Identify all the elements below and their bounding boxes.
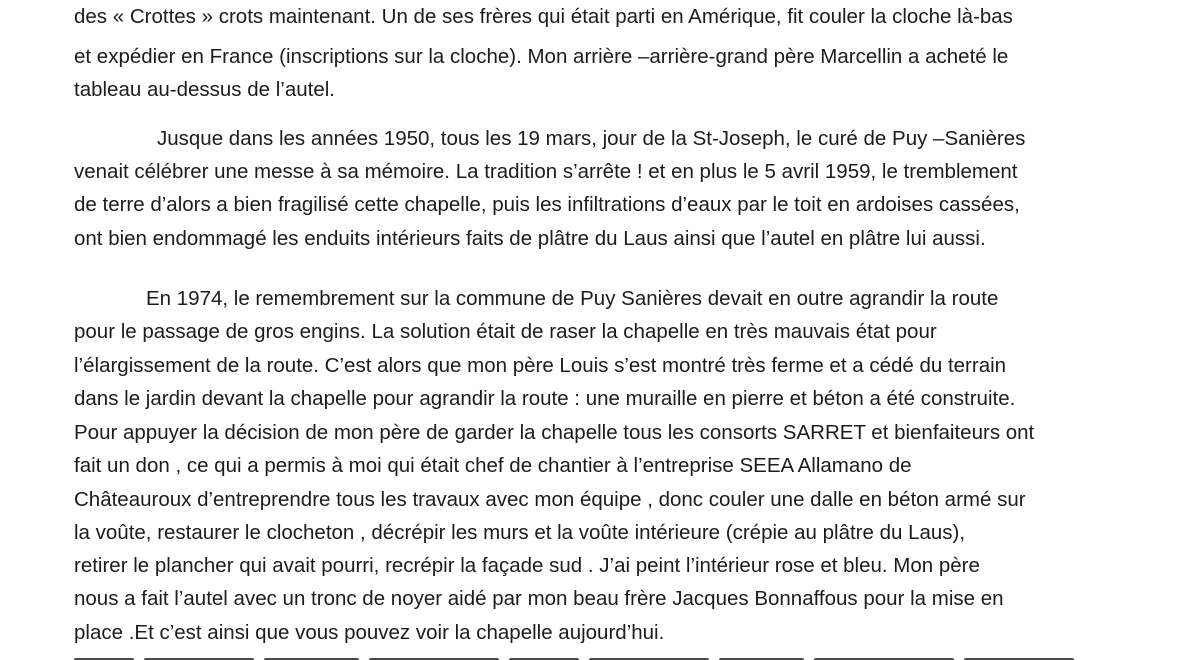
text-line: venait célébrer une messe à sa mémoire. La tradition s’arrête ! et en plus le 5 avril 1959, le tremblement <box>74 160 1018 183</box>
text-line: dans le jardin devant la chapelle pour agrandir la route : une muraille en pierre et béton a été construite. <box>74 387 1016 410</box>
text-line: Pour appuyer la décision de mon père de garder la chapelle tous les consorts SARRET et bienfaiteurs ont <box>74 421 1035 444</box>
text-line: des « Crottes » crots maintenant. Un de ses frères qui était parti en Amérique, fit couler la cloche là-bas <box>74 5 1013 28</box>
text-line: de terre d’alors a bien fragilisé cette chapelle, puis les infiltrations d’eaux par le toit en ardoises cassées, <box>74 193 1020 216</box>
paragraph-start-line: En 1974, le remembrement sur la commune de Puy Sanières devait en outre agrandir la route <box>146 287 999 310</box>
text-line: nous a fait l’autel avec un tronc de noyer aidé par mon beau frère Jacques Bonnaffous pour la mise en <box>74 587 1004 610</box>
cropped-text-line <box>74 652 1134 660</box>
text-line: retirer le plancher qui avait pourri, recrépir la façade sud . J’ai peint l’intérieur rose et bleu. Mon père <box>74 554 980 577</box>
text-line: Châteauroux d’entreprendre tous les travaux avec mon équipe , donc couler une dalle en béton armé sur <box>74 488 1026 511</box>
text-line: fait un don , ce qui a permis à moi qui était chef de chantier à l’entreprise SEEA Allamano de <box>74 454 912 477</box>
text-line: l’élargissement de la route. C’est alors que mon père Louis s’est montré très ferme et a cédé du terrain <box>74 354 1007 377</box>
text-line: place .Et c’est ainsi que vous pouvez voir la chapelle aujourd’hui. <box>74 621 665 644</box>
paragraph-start-line: Jusque dans les années 1950, tous les 19 mars, jour de la St-Joseph, le curé de Puy –Sanières <box>157 127 1026 150</box>
text-line: tableau au-dessus de l’autel. <box>74 78 335 101</box>
text-line: ont bien endommagé les enduits intérieurs faits de plâtre du Laus ainsi que l’autel en plâtre lui aussi. <box>74 227 986 250</box>
text-line: et expédier en France (inscriptions sur la cloche). Mon arrière –arrière-grand père Marcellin a acheté le <box>74 45 1009 68</box>
text-line: pour le passage de gros engins. La solution était de raser la chapelle en très mauvais état pour <box>74 320 937 343</box>
text-line: la voûte, restaurer le clocheton , décrépir les murs et la voûte intérieure (crépie au plâtre du Laus), <box>74 521 966 544</box>
